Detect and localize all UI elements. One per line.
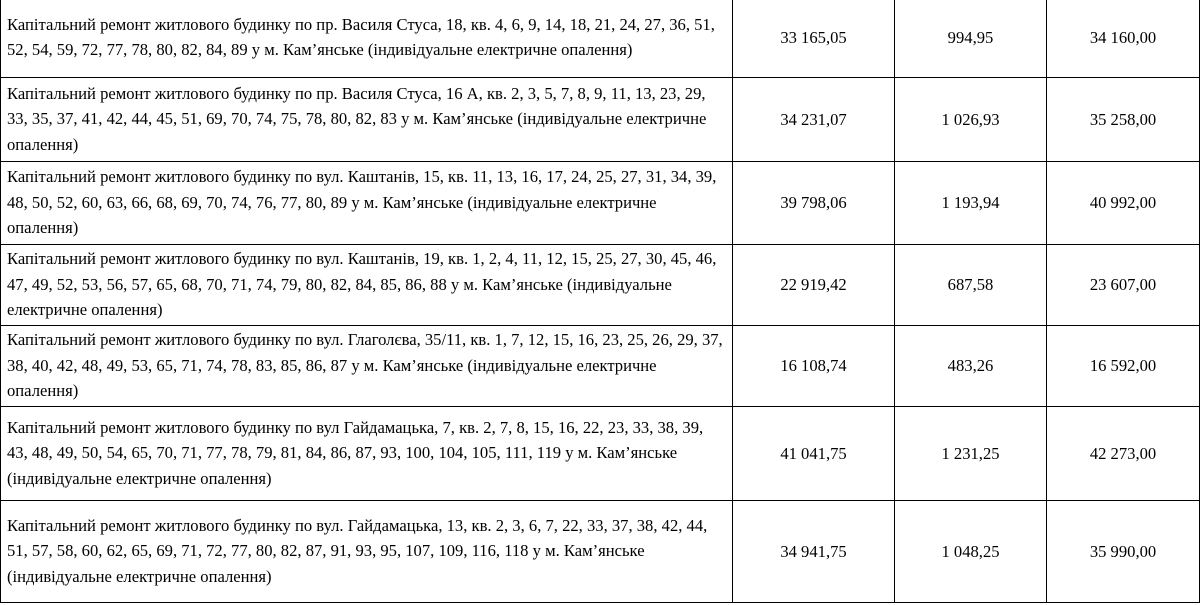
total-cell: 35 258,00	[1047, 78, 1200, 162]
table-row	[1, 407, 1200, 501]
vat-cell: 687,58	[895, 245, 1047, 326]
total-cell: 34 160,00	[1047, 0, 1200, 78]
vat-cell: 483,26	[895, 326, 1047, 407]
vat-cell: 1 231,25	[895, 407, 1047, 501]
work-description-cell: Капітальний ремонт житлового будинку по вул. Глаголєва, 35/11, кв. 1, 7, 12, 15, 16, 23, 25, 26, 29, 37, 38, 40, 42, 48, 49, 53, 65, 71, 74, 78, 83, 85, 86, 87 у м. Кам’янське (індивідуальне електричне опалення)	[1, 326, 733, 407]
work-description-cell: Капітальний ремонт житлового будинку по вул. Гайдамацька, 13, кв. 2, 3, 6, 7, 22, 33, 37, 38, 42, 44, 51, 57, 58, 60, 62, 65, 69, 71, 72, 77, 80, 82, 87, 91, 93, 95, 107, 109, 116, 118 у м. Кам’янське (індивідуальне електричне опалення)	[1, 501, 733, 603]
amount-cell: 16 108,74	[733, 326, 895, 407]
vat-cell: 1 048,25	[895, 501, 1047, 603]
vat-cell: 1 193,94	[895, 162, 1047, 245]
table-row	[1, 326, 1200, 407]
amount-cell: 34 941,75	[733, 501, 895, 603]
table-row	[1, 0, 1200, 78]
total-cell: 35 990,00	[1047, 501, 1200, 603]
work-description-cell: Капітальний ремонт житлового будинку по вул. Каштанів, 15, кв. 11, 13, 16, 17, 24, 25, 27, 31, 34, 39, 48, 50, 52, 60, 63, 66, 68, 69, 70, 74, 76, 77, 80, 89 у м. Кам’янське (індивідуальне електричне опалення)	[1, 162, 733, 245]
amount-cell: 34 231,07	[733, 78, 895, 162]
work-description-cell: Капітальний ремонт житлового будинку по вул. Каштанів, 19, кв. 1, 2, 4, 11, 12, 15, 25, 27, 30, 45, 46, 47, 49, 52, 53, 56, 57, 65, 68, 70, 71, 74, 79, 80, 82, 84, 85, 86, 88 у м. Кам’янське (індивідуальне електричне опалення)	[1, 245, 733, 326]
work-description-cell: Капітальний ремонт житлового будинку по пр. Василя Стуса, 18, кв. 4, 6, 9, 14, 18, 21, 24, 27, 36, 51, 52, 54, 59, 72, 77, 78, 80, 82, 84, 89 у м. Кам’янське (індивідуальне електричне опалення)	[1, 0, 733, 78]
total-cell: 23 607,00	[1047, 245, 1200, 326]
table-row	[1, 78, 1200, 162]
work-description-cell: Капітальний ремонт житлового будинку по вул Гайдамацька, 7, кв. 2, 7, 8, 15, 16, 22, 23, 33, 38, 39, 43, 48, 49, 50, 54, 65, 70, 71, 77, 78, 79, 81, 84, 86, 87, 93, 100, 104, 105, 111, 119 у м. Кам’янське (індивідуальне електричне опалення)	[1, 407, 733, 501]
table-row	[1, 162, 1200, 245]
total-cell: 16 592,00	[1047, 326, 1200, 407]
table-row	[1, 245, 1200, 326]
total-cell: 40 992,00	[1047, 162, 1200, 245]
work-description-cell: Капітальний ремонт житлового будинку по пр. Василя Стуса, 16 А, кв. 2, 3, 5, 7, 8, 9, 11, 13, 23, 29, 33, 35, 37, 41, 42, 44, 45, 51, 69, 70, 74, 75, 78, 80, 82, 83 у м. Кам’янське (індивідуальне електричне опалення)	[1, 78, 733, 162]
amount-cell: 41 041,75	[733, 407, 895, 501]
amount-cell: 39 798,06	[733, 162, 895, 245]
total-cell: 42 273,00	[1047, 407, 1200, 501]
vat-cell: 1 026,93	[895, 78, 1047, 162]
amount-cell: 33 165,05	[733, 0, 895, 78]
amount-cell: 22 919,42	[733, 245, 895, 326]
table-row	[1, 501, 1200, 603]
vat-cell: 994,95	[895, 0, 1047, 78]
